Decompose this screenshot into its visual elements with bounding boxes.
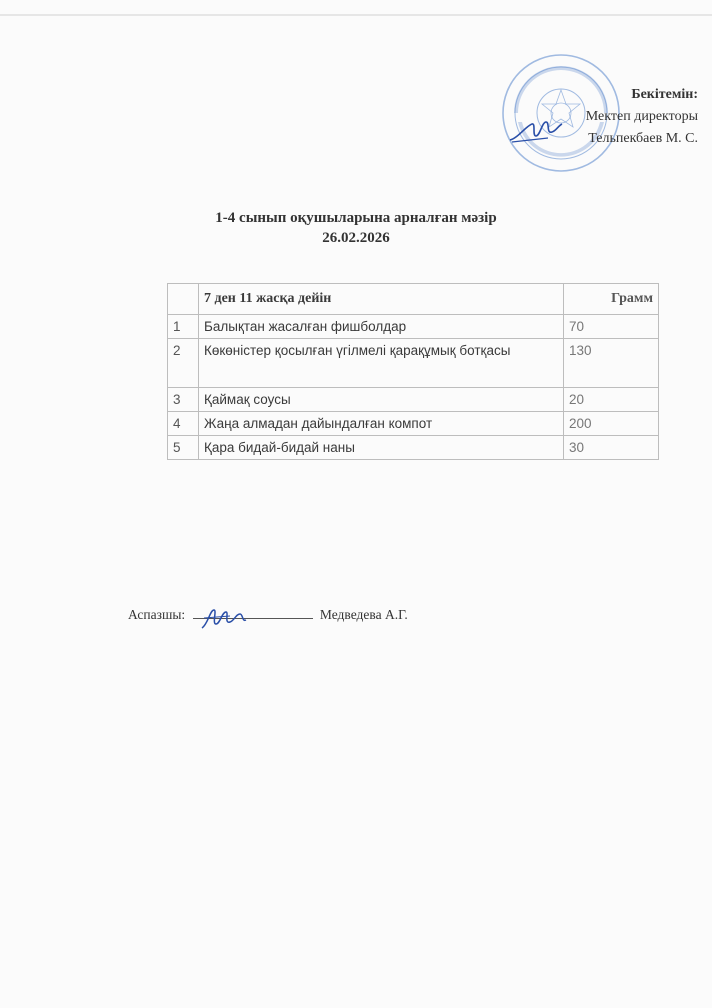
table-row (168, 315, 659, 339)
document-title (0, 208, 712, 248)
director-signature-icon (508, 112, 564, 146)
approval-heading: Бекітемін: (631, 87, 698, 102)
approval-block (586, 84, 698, 150)
cook-signature-icon (200, 606, 248, 632)
header-number-cell (168, 284, 199, 315)
row-dish: Қара бидай-бидай наны (199, 436, 564, 460)
row-dish: Жаңа алмадан дайындалған компот (199, 412, 564, 436)
header-gram-cell: Грамм (564, 284, 659, 315)
table-header-row (168, 284, 659, 315)
row-number: 4 (168, 412, 199, 436)
row-number: 3 (168, 388, 199, 412)
approval-position: Мектеп директоры (585, 109, 698, 124)
cook-label: Аспазшы: (128, 607, 186, 622)
row-gram: 20 (564, 388, 659, 412)
row-gram: 130 (564, 339, 659, 388)
table-row (168, 388, 659, 412)
table-row (168, 412, 659, 436)
row-gram: 70 (564, 315, 659, 339)
row-dish: Қаймақ соусы (199, 388, 564, 412)
row-number: 5 (168, 436, 199, 460)
cook-signature-line (128, 606, 408, 623)
row-number: 2 (168, 339, 199, 388)
scan-edge-line (0, 14, 712, 16)
table-row (168, 436, 659, 460)
row-number: 1 (168, 315, 199, 339)
row-dish: Балықтан жасалған фишболдар (199, 315, 564, 339)
cook-name: Медведева А.Г. (319, 607, 408, 622)
table-row (168, 339, 659, 388)
title-line: 1-4 сынып оқушыларына арналған мәзір (215, 210, 497, 226)
approval-name: Тельпекбаев М. С. (588, 131, 698, 146)
menu-table (167, 283, 659, 460)
row-gram: 30 (564, 436, 659, 460)
row-dish: Көкөністер қосылған үгілмелі қарақұмық ботқасы (199, 339, 564, 388)
header-age-cell: 7 ден 11 жасқа дейін (199, 284, 564, 315)
title-date: 26.02.2026 (322, 230, 390, 246)
row-gram: 200 (564, 412, 659, 436)
